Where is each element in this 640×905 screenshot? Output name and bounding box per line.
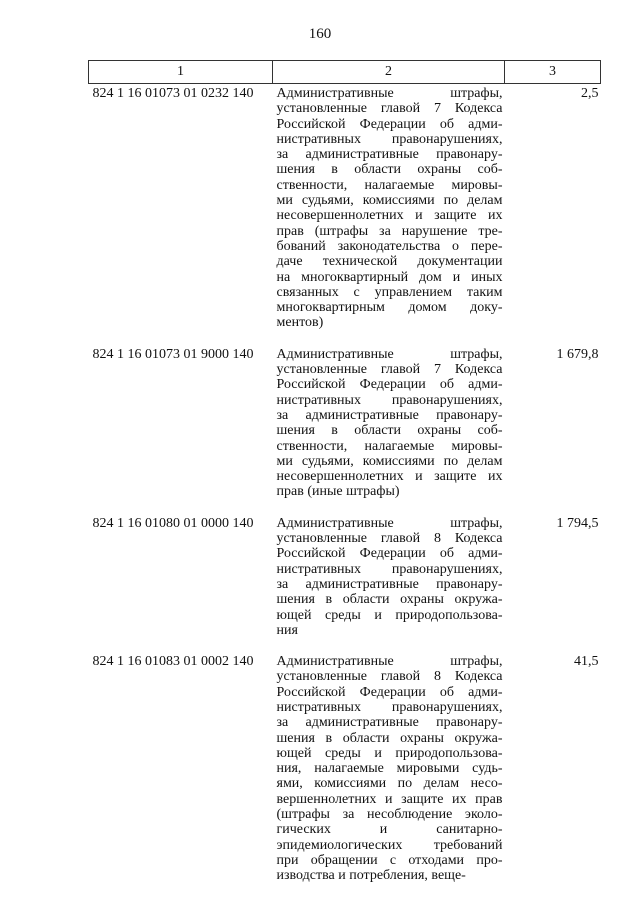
description-line: за административные правонару- (276, 576, 503, 592)
description-line: шения в области охраны окружа- (276, 592, 503, 608)
description-line: гических и санитарно- (276, 822, 503, 838)
description-line: шения в области охраны окружа- (276, 730, 503, 746)
description-line: ющей среды и природопользова- (276, 607, 503, 623)
description-line: вершеннолетних и защите их прав (276, 791, 503, 807)
column-header-3: 3 (505, 61, 601, 84)
table-body (89, 84, 601, 898)
description-line: ния (276, 622, 298, 638)
description-line: за административные правонару- (276, 147, 503, 163)
description-line: нистративных правонарушениях, (276, 699, 503, 715)
description-line: многоквартирным домом доку- (276, 300, 503, 316)
description-line: (штрафы за несоблюдение эколо- (276, 807, 503, 823)
description-line: Административные штрафы, (276, 515, 503, 531)
description-line: при обращении с отходами про- (276, 852, 503, 868)
table-row (89, 84, 601, 345)
description-line: Российской Федерации об адми- (276, 377, 503, 393)
description-line: бований законодательства о пере- (276, 238, 503, 254)
table-row (89, 345, 601, 514)
table-row (89, 514, 601, 652)
description-line: установленные главой 7 Кодекса (276, 362, 503, 378)
description (273, 345, 505, 514)
description (273, 652, 505, 897)
description-line: установленные главой 8 Кодекса (276, 669, 503, 685)
description-line: прав (иные штрафы) (276, 484, 400, 500)
budget-code: 824 1 16 01073 01 9000 140 (92, 346, 254, 362)
description-line: Российской Федерации об адми- (276, 116, 503, 132)
description-line: ющей среды и природопользова- (276, 745, 503, 761)
description-line: Административные штрафы, (276, 654, 503, 670)
description-line: несовершеннолетних и защите их (276, 208, 503, 224)
description-line: Российской Федерации об адми- (276, 684, 503, 700)
description-line: прав (штрафы за нарушение тре- (276, 223, 503, 239)
description-line: Административные штрафы, (276, 346, 503, 362)
description-line: шения в области охраны соб- (276, 423, 503, 439)
description-line: на многоквартирный дом и иных (276, 269, 503, 285)
description-line: нистративных правонарушениях, (276, 392, 503, 408)
description-line: ми судьями, комиссиями по делам (276, 453, 503, 469)
description-line: ями, комиссиями по делам несо- (276, 776, 503, 792)
amount: 1 794,5 (556, 515, 599, 531)
description-line: Российской Федерации об адми- (276, 546, 503, 562)
description-line: изводства и потребления, веще- (276, 868, 466, 884)
description-line: ственности, налагаемые мировы- (276, 177, 503, 193)
description-line: нистративных правонарушениях, (276, 131, 503, 147)
description (273, 514, 505, 652)
description-line: ния, налагаемые мировыми судь- (276, 761, 503, 777)
budget-code: 824 1 16 01083 01 0002 140 (92, 654, 254, 670)
amount: 2,5 (581, 86, 599, 101)
description-line: за административные правонару- (276, 715, 503, 731)
description-line: установленные главой 8 Кодекса (276, 531, 503, 547)
budget-table (88, 60, 601, 898)
description-line: ственности, налагаемые мировы- (276, 438, 503, 454)
table-row (89, 652, 601, 897)
amount: 1 679,8 (556, 346, 599, 362)
header-row (89, 61, 601, 84)
amount: 41,5 (574, 654, 599, 670)
description-line: за административные правонару- (276, 407, 503, 423)
page-number: 160 (308, 26, 332, 42)
budget-code: 824 1 16 01080 01 0000 140 (92, 515, 254, 531)
description-line: даче технической документации (276, 254, 503, 270)
description (273, 84, 505, 345)
budget-code: 824 1 16 01073 01 0232 140 (92, 86, 254, 101)
column-header-1: 1 (89, 61, 273, 84)
table-header (89, 61, 601, 84)
description-line: ми судьями, комиссиями по делам (276, 193, 503, 209)
column-header-2: 2 (273, 61, 505, 84)
description-line: ментов) (276, 315, 324, 331)
description-line: несовершеннолетних и защите их (276, 469, 503, 485)
description-line: Административные штрафы, (276, 86, 503, 101)
description-line: шения в области охраны соб- (276, 162, 503, 178)
description-line: установленные главой 7 Кодекса (276, 101, 503, 117)
description-line: эпидемиологических требований (276, 837, 503, 853)
description-line: нистративных правонарушениях, (276, 561, 503, 577)
description-line: связанных с управлением таким (276, 284, 503, 300)
